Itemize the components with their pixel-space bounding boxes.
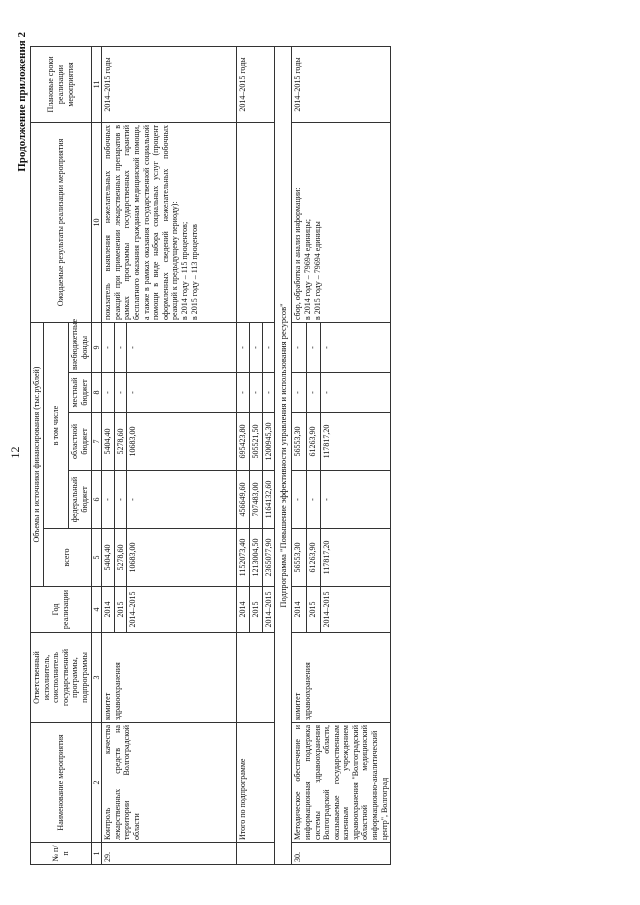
subprogram-title-row — [275, 47, 292, 865]
regional-value: 1200945,30 — [262, 413, 275, 471]
regional-value: 5278,60 — [114, 413, 127, 471]
local-value: - — [102, 373, 115, 413]
column-number: 10 — [91, 123, 102, 323]
year: 2014–2015 — [262, 587, 275, 633]
header-no: № п/п — [31, 843, 92, 865]
local-value: - — [114, 373, 127, 413]
regional-value: 56553,30 — [292, 413, 306, 471]
column-number: 9 — [91, 323, 102, 373]
activity-name: Методическое обеспечение и информационная поддержка системы здравоохранения Волгоградской области, оказываемые государственным казенным учреждением здравоохранения "Волгоградский областной медицинский информационно-аналитический центр", Волгоград — [292, 723, 391, 843]
regional-value: 117817,20 — [321, 413, 391, 471]
federal-value: - — [127, 471, 237, 529]
planned-terms: 2014–2015 годы — [292, 47, 391, 123]
offbudget-value: - — [127, 323, 237, 373]
federal-value: 456649,60 — [237, 471, 250, 529]
total-value: 5404,40 — [102, 529, 115, 587]
expected-result — [292, 123, 391, 323]
local-value: - — [262, 373, 275, 413]
executor: комитет здравоохранения — [102, 633, 237, 723]
column-number: 1 — [91, 843, 102, 865]
offbudget-value: - — [306, 323, 320, 373]
total-value: 56553,30 — [292, 529, 306, 587]
table-row — [292, 47, 306, 865]
header-name: Наименование мероприятия — [31, 723, 92, 843]
result-2015: в 2015 году – 79694 единицы — [312, 221, 322, 320]
regional-value: 61263,90 — [306, 413, 320, 471]
header-results: Ожидаемые результаты реализации мероприятия — [31, 123, 92, 323]
federal-value: - — [306, 471, 320, 529]
header-offbudget: внебюджетные фонды — [69, 323, 91, 373]
total-value: 2365077,90 — [262, 529, 275, 587]
local-value: - — [306, 373, 320, 413]
regional-value: 10683,00 — [127, 413, 237, 471]
year: 2014 — [102, 587, 115, 633]
row-number: 29. — [102, 843, 237, 865]
local-value: - — [321, 373, 391, 413]
federal-value: 1164132,60 — [262, 471, 275, 529]
federal-value: - — [102, 471, 115, 529]
year: 2015 — [306, 587, 320, 633]
total-value: 117817,20 — [321, 529, 391, 587]
row-number: 30. — [292, 843, 391, 865]
year: 2014 — [237, 587, 250, 633]
year: 2014 — [292, 587, 306, 633]
result-2015: в 2015 году – 113 процентов — [189, 224, 199, 320]
result-text: сбор, обработка и анализ информации: — [293, 187, 303, 320]
local-value: - — [237, 373, 250, 413]
offbudget-value: - — [237, 323, 250, 373]
regional-value: 695423,80 — [237, 413, 250, 471]
total-value: 1213004,50 — [249, 529, 262, 587]
total-value: 61263,90 — [306, 529, 320, 587]
federal-value: - — [292, 471, 306, 529]
result-2014: в 2014 году – 115 процентов; — [179, 221, 189, 320]
header-incl: в том числе — [43, 323, 69, 529]
local-value: - — [249, 373, 262, 413]
column-number: 4 — [91, 587, 102, 633]
total-value: 5278,60 — [114, 529, 127, 587]
column-number: 6 — [91, 471, 102, 529]
subtotal-row — [237, 47, 250, 865]
year: 2014–2015 — [321, 587, 391, 633]
year: 2014–2015 — [127, 587, 237, 633]
page-number: 12 — [8, 446, 22, 459]
header-federal: федеральный бюджет — [69, 471, 91, 529]
offbudget-value: - — [292, 323, 306, 373]
federal-value: - — [321, 471, 391, 529]
result-2014: в 2014 году – 79694 единицы; — [302, 219, 312, 320]
year: 2015 — [114, 587, 127, 633]
regional-value: 5404,40 — [102, 413, 115, 471]
header-local: местный бюджет — [69, 373, 91, 413]
column-number-row — [91, 47, 102, 865]
total-value: 10683,00 — [127, 529, 237, 587]
table-row — [102, 47, 115, 865]
continuation-title: Продолжение приложения 2 — [16, 32, 28, 172]
expected-result — [102, 123, 237, 323]
total-value: 1152073,40 — [237, 529, 250, 587]
column-number: 5 — [91, 529, 102, 587]
column-number: 11 — [91, 47, 102, 123]
offbudget-value: - — [102, 323, 115, 373]
header-year: Год реализации — [31, 587, 92, 633]
offbudget-value: - — [321, 323, 391, 373]
activity-name: Контроль качества лекарственных средств на территории Волгоградской области — [102, 723, 237, 843]
planned-terms: 2014–2015 годы — [102, 47, 237, 123]
local-value: - — [292, 373, 306, 413]
header-total: всего — [43, 529, 91, 587]
header-row-1 — [31, 47, 44, 865]
federal-value: - — [114, 471, 127, 529]
column-number: 7 — [91, 413, 102, 471]
executor: комитет здравоохранения — [292, 633, 391, 723]
offbudget-value: - — [114, 323, 127, 373]
planned-terms: 2014–2015 годы — [237, 47, 275, 123]
local-value: - — [127, 373, 237, 413]
subprogram-title: Подпрограмма "Повышение эффективности управления и использования ресурсов" — [275, 47, 292, 865]
year: 2015 — [249, 587, 262, 633]
header-regional: областной бюджет — [69, 413, 91, 471]
result-text: показатель выявления нежелательных побочных реакций при применении лекарственных препаратов в рамках программы государственных гарантий бесплатного оказания гражданам медицинской помощи, а также в рамках оказания государственной социальной помощи в виде набора социальных услуг (процент оформленных сведений нежелательных побочных реакций к предыдущему периоду): — [103, 125, 180, 320]
federal-value: 707483,00 — [249, 471, 262, 529]
column-number: 3 — [91, 633, 102, 723]
header-terms: Плановые сроки реализации мероприятия — [31, 47, 92, 123]
header-funding: Объемы и источники финансирования (тыс.рублей) — [31, 323, 44, 587]
header-executor: Ответственный исполнитель, соисполнитель государственной программы, подпрограммы — [31, 633, 92, 723]
regional-value: 505521,50 — [249, 413, 262, 471]
program-table — [30, 46, 391, 865]
column-number: 2 — [91, 723, 102, 843]
offbudget-value: - — [262, 323, 275, 373]
offbudget-value: - — [249, 323, 262, 373]
subtotal-label: Итого по подпрограмме — [237, 723, 275, 843]
column-number: 8 — [91, 373, 102, 413]
